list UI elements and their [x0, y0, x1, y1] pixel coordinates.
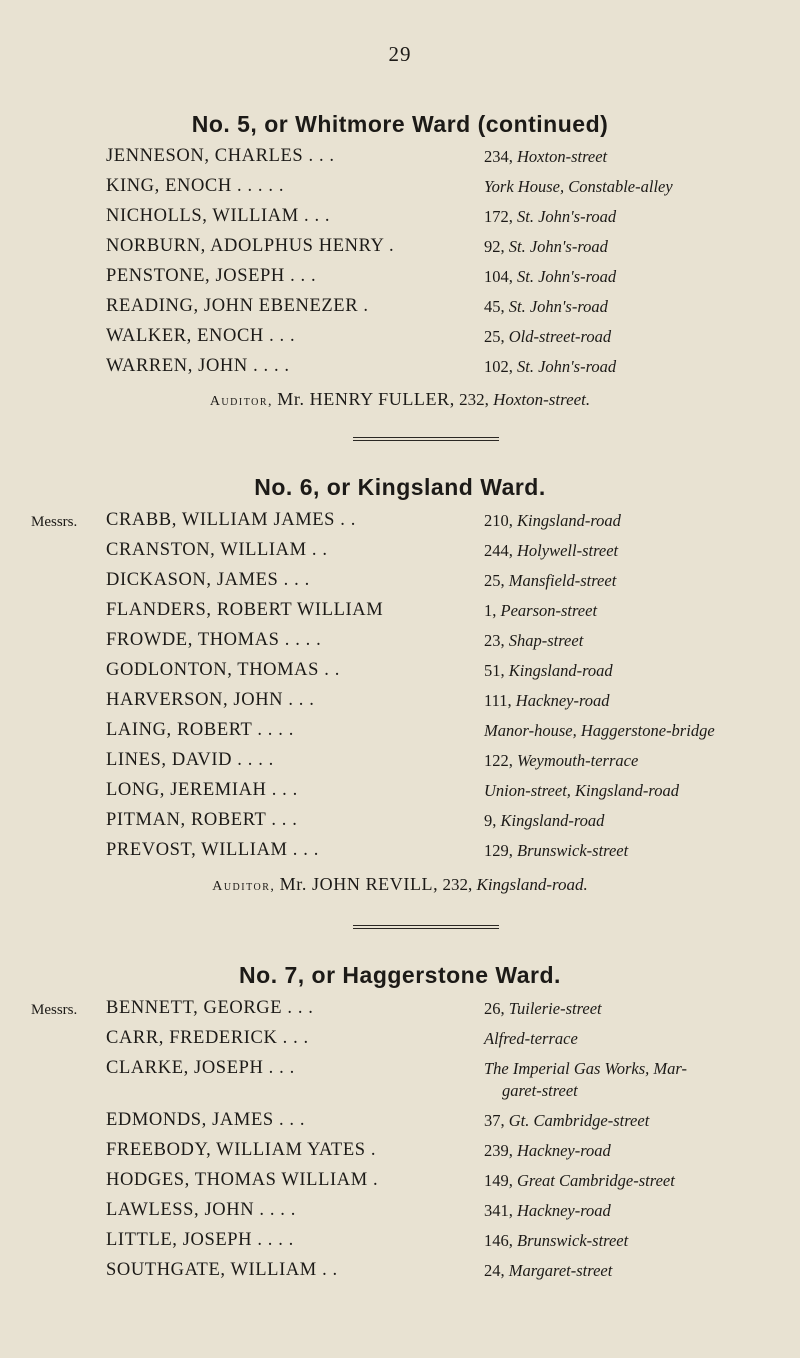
member-address: 129, Brunswick-street	[484, 841, 629, 860]
auditor-line: Auditor, Mr. JOHN REVILL, 232, Kingsland-road.	[212, 874, 588, 894]
member-address: 149, Great Cambridge-street	[484, 1171, 675, 1190]
list-item	[0, 1028, 800, 1058]
member-name: FREEBODY, WILLIAM YATES .	[106, 1140, 377, 1160]
list-item	[0, 630, 800, 660]
list-item	[0, 1110, 800, 1140]
auditor-line: Auditor, Mr. HENRY FULLER, 232, Hoxton-street.	[209, 389, 591, 409]
member-name: BENNETT, GEORGE . . .	[106, 998, 314, 1018]
member-name: CRANSTON, WILLIAM . .	[106, 540, 328, 560]
member-name: CRABB, WILLIAM JAMES . .	[106, 510, 356, 530]
member-name: CARR, FREDERICK . . .	[106, 1028, 309, 1048]
member-address: 9, Kingsland-road	[484, 811, 605, 830]
list-item	[0, 176, 800, 206]
section-divider	[353, 925, 499, 929]
member-name: READING, JOHN EBENEZER .	[106, 296, 369, 316]
member-name: WARREN, JOHN . . . .	[106, 356, 290, 376]
list-item	[0, 206, 800, 236]
section-title-kingsland: No. 6, or Kingsland Ward.	[254, 474, 546, 500]
member-address: Manor-house, Haggerstone-bridge	[484, 721, 715, 740]
member-address: 23, Shap-street	[484, 631, 584, 650]
section-divider	[353, 437, 499, 441]
member-address: 1, Pearson-street	[484, 601, 598, 620]
member-name: LAWLESS, JOHN . . . .	[106, 1200, 296, 1220]
member-address: 234, Hoxton-street	[484, 147, 608, 166]
member-address-continued: garet-street	[502, 1081, 578, 1100]
member-name: HODGES, THOMAS WILLIAM .	[106, 1170, 379, 1190]
member-name: NORBURN, ADOLPHUS HENRY .	[106, 236, 395, 256]
honorific-prefix: Messrs.	[31, 1002, 78, 1018]
member-name: LITTLE, JOSEPH . . . .	[106, 1230, 294, 1250]
member-name: PITMAN, ROBERT . . .	[106, 810, 298, 830]
member-address: 111, Hackney-road	[484, 691, 610, 710]
member-address: 102, St. John's-road	[484, 357, 617, 376]
member-name: DICKASON, JAMES . . .	[106, 570, 310, 590]
member-name: PENSTONE, JOSEPH . . .	[106, 266, 317, 286]
member-address: Alfred-terrace	[484, 1029, 578, 1048]
honorific-prefix: Messrs.	[31, 514, 78, 530]
member-name: SOUTHGATE, WILLIAM . .	[106, 1260, 338, 1280]
list-item	[0, 356, 800, 386]
member-address: 172, St. John's-road	[484, 207, 617, 226]
list-item	[0, 780, 800, 810]
section-title-whitmore: No. 5, or Whitmore Ward (continued)	[191, 111, 609, 137]
member-name: FROWDE, THOMAS . . . .	[106, 630, 322, 650]
member-name: HARVERSON, JOHN . . .	[106, 690, 315, 710]
member-name: KING, ENOCH . . . . .	[106, 176, 285, 196]
member-name: EDMONDS, JAMES . . .	[106, 1110, 306, 1130]
member-address: 239, Hackney-road	[484, 1141, 611, 1160]
list-item	[0, 1230, 800, 1260]
list-item	[0, 540, 800, 570]
member-address: 104, St. John's-road	[484, 267, 617, 286]
member-address: 341, Hackney-road	[484, 1201, 611, 1220]
member-name: CLARKE, JOSEPH . . .	[106, 1058, 295, 1078]
member-name: LONG, JEREMIAH . . .	[106, 780, 298, 800]
member-address: 45, St. John's-road	[484, 297, 608, 316]
member-address: 26, Tuilerie-street	[484, 999, 602, 1018]
member-address: 92, St. John's-road	[484, 237, 608, 256]
list-item	[0, 510, 800, 540]
member-name: PREVOST, WILLIAM . . .	[106, 840, 319, 860]
member-address: 51, Kingsland-road	[484, 661, 613, 680]
member-name: LAING, ROBERT . . . .	[106, 720, 294, 740]
list-item	[0, 326, 800, 356]
list-item	[0, 236, 800, 266]
list-item	[0, 570, 800, 600]
list-item	[0, 720, 800, 750]
member-address: 37, Gt. Cambridge-street	[484, 1111, 650, 1130]
member-address: 25, Mansfield-street	[484, 571, 617, 590]
list-item	[0, 266, 800, 296]
list-item	[0, 660, 800, 690]
member-address: York House, Constable-alley	[484, 177, 673, 196]
page-number: 29	[388, 42, 412, 66]
section-title-haggerstone: No. 7, or Haggerstone Ward.	[239, 962, 561, 988]
member-address: 244, Holywell-street	[484, 541, 619, 560]
list-item	[0, 998, 800, 1028]
list-item	[0, 1170, 800, 1200]
list-item	[0, 146, 800, 176]
member-address: 25, Old-street-road	[484, 327, 612, 346]
member-name: JENNESON, CHARLES . . .	[106, 146, 335, 166]
member-address: 24, Margaret-street	[484, 1261, 613, 1280]
member-address: 210, Kingsland-road	[484, 511, 621, 530]
list-item	[0, 600, 800, 630]
list-item	[0, 810, 800, 840]
member-name: LINES, DAVID . . . .	[106, 750, 274, 770]
list-item	[0, 840, 800, 870]
member-name: WALKER, ENOCH . . .	[106, 326, 296, 346]
list-item	[0, 750, 800, 780]
member-name: GODLONTON, THOMAS . .	[106, 660, 340, 680]
member-address: Union-street, Kingsland-road	[484, 781, 679, 800]
list-item	[0, 1200, 800, 1230]
list-item	[0, 1058, 800, 1108]
list-item	[0, 296, 800, 326]
member-name: FLANDERS, ROBERT WILLIAM	[106, 600, 384, 620]
list-item	[0, 1260, 800, 1290]
member-name: NICHOLLS, WILLIAM . . .	[106, 206, 331, 226]
list-item	[0, 1140, 800, 1170]
member-address: 122, Weymouth-terrace	[484, 751, 639, 770]
member-address: 146, Brunswick-street	[484, 1231, 629, 1250]
list-item	[0, 690, 800, 720]
member-address: The Imperial Gas Works, Mar-	[484, 1059, 688, 1078]
